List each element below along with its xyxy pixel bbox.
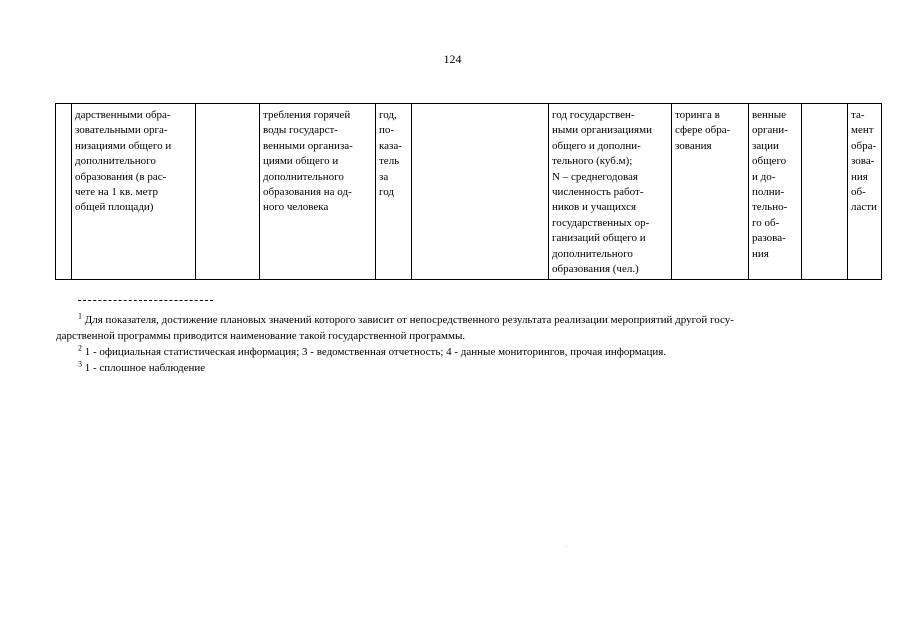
table-cell: та- мент обра- зова- ния об- ласти <box>848 104 882 280</box>
footnote-3 <box>78 360 858 376</box>
table-cell <box>412 104 549 280</box>
footnote-1-continuation: дарственной программы приводится наименование такой государственной программы. <box>56 330 466 342</box>
footnote-text: 1 - сплошное наблюдение <box>82 362 206 374</box>
footnote-text: 1 - официальная статистическая информация; 3 - ведомственная отчетность; 4 - данные мониторингов, прочая информация. <box>82 346 667 358</box>
footnote-text: Для показателя, достижение плановых значений которого зависит от непосредственного результата реализации мероприятий другой госу- <box>82 314 734 326</box>
table-cell <box>802 104 848 280</box>
table-row <box>56 104 882 280</box>
footnote-1 <box>78 312 858 328</box>
footnote-mark: 1 <box>78 311 82 321</box>
footnote-separator <box>78 300 858 308</box>
table-cell: венные органи- зации общего и до- полни- тельно- го об- разова- ния <box>749 104 802 280</box>
table-cell <box>56 104 72 280</box>
footnote-separator-line <box>78 300 213 301</box>
footnote-2 <box>78 344 858 360</box>
footnote-mark: 2 <box>78 343 82 353</box>
table-cell <box>196 104 260 280</box>
table-cell: год, по- каза- тель за год <box>376 104 412 280</box>
indicator-table <box>55 103 882 280</box>
scan-speck <box>566 546 567 547</box>
table-cell: год государствен- ными организациями общего и дополни- тельного (куб.м); N – среднегодовая численность работ- ников и учащихся государственных ор- ганизаций общего и дополнительного образования (чел.) <box>549 104 672 280</box>
page-number: 124 <box>443 52 462 66</box>
table-cell: дарственными обра- зовательными орга- низациями общего и дополнительного образования (в рас- чете на 1 кв. метр общей площади) <box>72 104 196 280</box>
table-cell: требления горячей воды государст- венными организа- циями общего и дополнительного образования на од- ного человека <box>260 104 376 280</box>
table-cell: торинга в сфере обра- зования <box>672 104 749 280</box>
footnote-mark: 3 <box>78 359 82 369</box>
footnotes <box>56 296 858 376</box>
